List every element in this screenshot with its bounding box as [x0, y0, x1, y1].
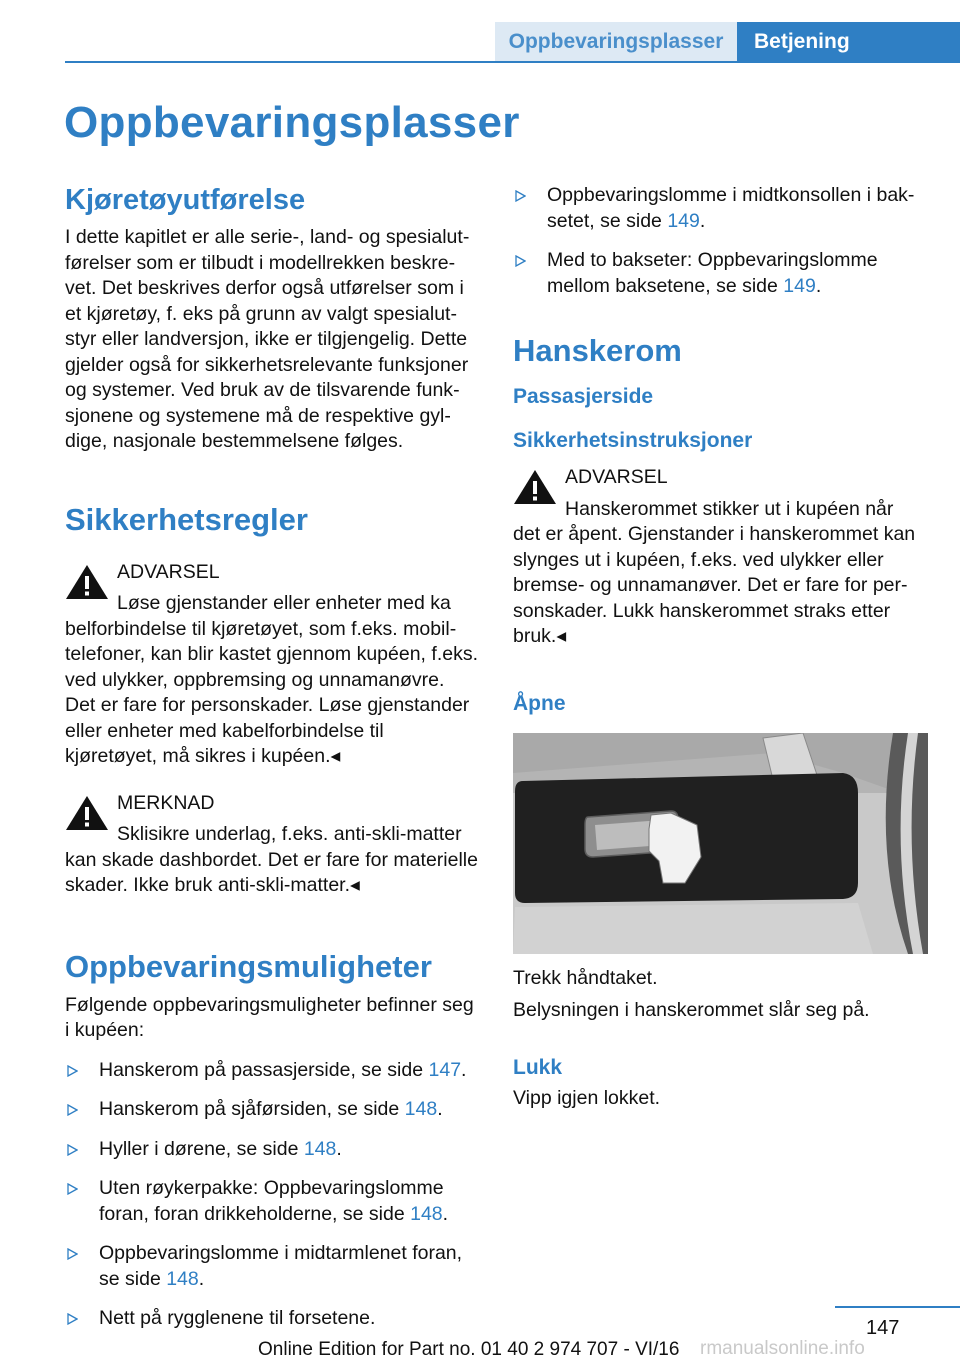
page-link[interactable]: 149 [667, 209, 700, 232]
header-rule [65, 61, 960, 63]
storage-list [65, 1058, 480, 1332]
list-item [65, 1241, 480, 1292]
open-heading: Åpne [513, 691, 566, 715]
header-section-tab: Oppbevaringsplasser [495, 22, 737, 62]
page-link[interactable]: 149 [783, 274, 816, 297]
notice-anti-slip [65, 791, 480, 899]
notice-text-rest: kan skade dashbordet. Det er fare for materielle skader. Ikke bruk anti-skli-matter.◂ [65, 848, 478, 896]
vehicle-heading: Kjøretøyutførelse [65, 184, 306, 216]
storage-intro: Følgende oppbevaringsmuligheter befinner seg i kupéen: [65, 993, 474, 1041]
right-column [513, 183, 928, 1111]
list-item [65, 1097, 480, 1123]
bullet-triangle-icon [67, 1248, 78, 1260]
warning-triangle-icon [513, 468, 557, 506]
bullet-triangle-icon [515, 190, 526, 202]
warning-text-first: Hanskerommet stikker ut i kupéen når [565, 497, 894, 520]
page-link[interactable]: 148 [303, 1137, 337, 1160]
list-item-end: . [336, 1137, 342, 1160]
list-item-text: Uten røykerpakke: Oppbevaringslomme foran, foran drikkeholderne, se side [99, 1177, 444, 1225]
list-item-text: Hanskerom på passasjerside, se side [99, 1058, 429, 1081]
glovebox-photo [513, 733, 928, 954]
close-text: Vipp igjen lokket. [513, 1086, 661, 1109]
warning-loose-objects [65, 560, 480, 770]
list-item [513, 248, 928, 299]
list-item [65, 1306, 480, 1332]
list-item-end: . [815, 274, 822, 297]
left-column [65, 180, 480, 1346]
list-item [513, 183, 928, 234]
list-item [65, 1137, 480, 1163]
page-link[interactable]: 147 [428, 1058, 462, 1081]
page-link[interactable]: 148 [410, 1202, 443, 1225]
bullet-triangle-icon [515, 255, 526, 267]
glovebox-heading: Hanskerom [513, 333, 682, 368]
list-item [65, 1176, 480, 1227]
warning-label: ADVARSEL [565, 466, 668, 488]
notice-label: MERKNAD [117, 791, 215, 814]
storage-heading: Oppbevaringsmuligheter [65, 948, 432, 984]
safety-instructions-heading: Sikkerhetsinstruksjoner [513, 429, 753, 452]
header-chapter-tab: Betjening [737, 22, 960, 62]
warning-triangle-icon [65, 563, 109, 601]
bullet-triangle-icon [67, 1183, 78, 1195]
close-heading: Lukk [513, 1055, 563, 1079]
page-title: Oppbevaringsplasser [64, 98, 520, 147]
watermark: rmanualsonline.info [700, 1338, 865, 1359]
bullet-triangle-icon [67, 1104, 78, 1116]
warning-text-rest: belforbindelse til kjøretøyet, som f.eks. mobiltelefoner, kan blir kastet gjennom kupéen, f.eks. ved ulykker, oppbremsing og unnamanøvre. Det er fare for personskader. Løse gjenstander eller enheter med kabelforbindelse til kjøretøyet, må sikres i kupéen.◂ [65, 617, 478, 767]
warning-text-rest: det er åpent. Gjenstander i hanskerommet kan slynges ut i kupéen, f.eks. ved ulykker eller bremse- og unnamanøver. Det er fare for personskader. Lukk hanskerommet straks etter bruk.◂ [513, 523, 916, 647]
list-item-text: Med to bakseter: Oppbevaringslomme mellom baksetene, se side [547, 249, 878, 297]
list-item-end: . [461, 1058, 467, 1081]
page-link[interactable]: 148 [166, 1267, 199, 1290]
page-link[interactable]: 148 [404, 1098, 438, 1120]
warning-triangle-icon [65, 794, 109, 832]
list-item-text: Hanskerom på sjåførsiden, se side [99, 1098, 405, 1120]
list-item-text: Oppbevaringslomme i midtkonsollen i baksetet, se side [547, 184, 915, 232]
list-item-end: . [442, 1202, 449, 1225]
warning-label: ADVARSEL [117, 560, 220, 583]
list-item [65, 1058, 480, 1084]
list-item-end: . [437, 1098, 443, 1120]
warning-text-first: Løse gjenstander eller enheter med ka [117, 592, 451, 614]
warning-glovebox [513, 465, 928, 650]
storage-list-continued [513, 183, 928, 299]
list-item-text: Hyller i dørene, se side [99, 1137, 304, 1160]
edition-line: Online Edition for Part no. 01 40 2 974 707 - VI/16 [258, 1339, 680, 1360]
footer-rule [835, 1306, 960, 1308]
notice-text-first: Sklisikre underlag, f.eks. anti-skli-matter [117, 823, 462, 845]
open-text-light: Belysningen i hanskerommet slår seg på. [513, 999, 870, 1021]
bullet-triangle-icon [67, 1313, 78, 1325]
vehicle-text: I dette kapitlet er alle serie-, land- og spesialutførelser som er tilbudt i modellrekken beskrevet. Det beskrives derfor også utførelser som i et kjøretøy, f. eks på grunn av valgt spesialutstyr eller landversjon, ikke er tilgjengelig. Dette gjelder også for sikkerhetsrelevante funksjoner og systemer. Ved bruk av de tilsvarende funksjonene og systemene må de respektive gyldige, nasjonale bestemmelsene følges. [65, 226, 470, 452]
bullet-triangle-icon [67, 1144, 78, 1156]
list-item-text: Oppbevaringslomme i midtarmlenet foran, se side [99, 1242, 463, 1290]
passenger-side-heading: Passasjerside [513, 385, 654, 408]
bullet-triangle-icon [67, 1065, 78, 1077]
list-item-end: . [198, 1267, 205, 1290]
list-item-text: Nett på rygglenene til forsetene. [99, 1307, 376, 1329]
list-item-end: . [699, 209, 706, 232]
safety-heading: Sikkerhetsregler [65, 501, 308, 537]
open-text-pull: Trekk håndtaket. [513, 966, 658, 989]
page-number: 147 [866, 1317, 900, 1339]
